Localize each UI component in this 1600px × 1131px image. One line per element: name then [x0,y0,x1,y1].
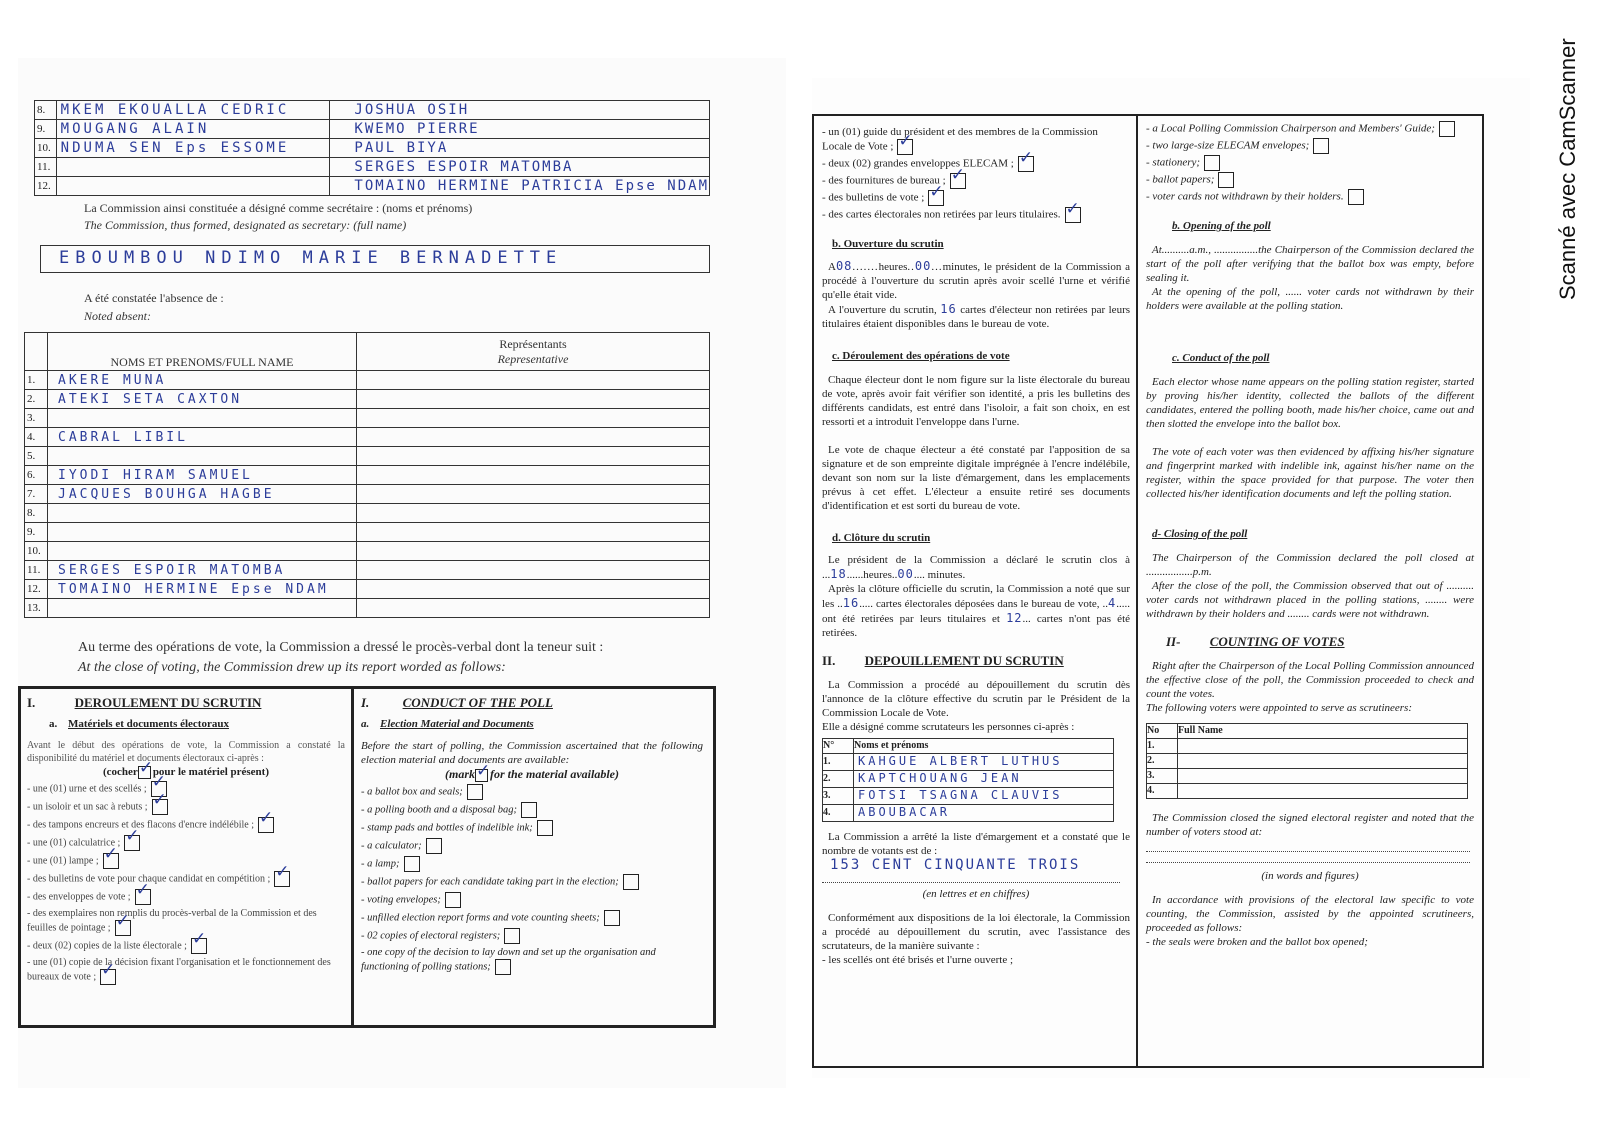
conduct-p2-fr: Le vote de chaque électeur a été constaté par l'apposition de sa signature et de son empreinte digitale imprégnée à l'encre indélébile, devant son nom sur la liste d'émargement, dans les emplacements prévus à cet effet. L'électeur a ensuite retiré ses documents d'identification et est sorti du bureau de vote. [822,444,1130,512]
scrutineers-table-en [1146,723,1468,799]
absent-name: IYODI HIRAM SAMUEL [58,468,253,483]
opening-title-en: b. Opening of the poll [1172,220,1271,232]
checklist-item [27,889,345,905]
member-representative: KWEMO PIERRE [354,121,480,137]
counting-p4-en: In accordance with provisions of the electoral law specific to vote counting, the Commission, assisted by the appointed scrutineers, proceeded as follows: [1146,894,1474,934]
row-number: 6. [27,469,36,481]
table-row [35,101,710,120]
absent-label-fr: A été constatée l'absence de : [84,291,224,305]
closing-cards-total: 16 [842,596,860,610]
scrutineer-name-cell [1178,739,1468,754]
checklist-item [361,838,703,854]
checklist-item-label: - un isoloir et un sac à rebuts ; [27,801,148,813]
checklist-item [361,784,703,800]
table-row [25,485,710,504]
closing-statement-fr: Au terme des opérations de vote, la Commission a dressé le procès-verbal dont la teneur suit : [78,640,604,655]
row-number: 1. [1147,740,1155,751]
opening-cards-en: At the opening of the poll, ...... voter cards not withdrawn by their holders were available at the polling station. [1146,286,1474,312]
absent-name: AKERE MUNA [58,373,167,388]
absent-name [48,601,58,616]
checkbox-icon[interactable] [467,784,483,800]
checklist-item [822,207,1130,223]
member-representative: PAUL BIYA [354,140,449,156]
secretary-name: EBOUMBOU NDIMO MARIE BERNADETTE [59,248,563,268]
closing-title-fr: d. Clôture du scrutin [832,532,931,544]
sample-checkbox-icon [138,766,151,779]
absent-name: TOMAINO HERMINE Epse NDAM [58,582,329,597]
checklist-item [361,856,703,872]
section-1-box [18,686,716,1028]
checklist-item [361,874,703,890]
checklist-item [1146,138,1474,154]
checklist-item [822,190,1130,206]
absent-representative-cell [357,409,710,428]
checklist-item-label: - a lamp; [361,858,400,870]
scrutineer-name: KAHGUE ALBERT LUTHUS [858,754,1063,768]
checklist-item [361,946,703,975]
row-number: 4. [1147,785,1155,796]
opening-cards-count: 16 [940,302,957,316]
absent-representative-cell [357,523,710,542]
absent-representative-cell [357,504,710,523]
left-page [18,58,786,1088]
scrutineer-name: ABOUBACAR [858,805,951,819]
checkbox-icon[interactable] [191,938,207,954]
table-row [1147,754,1468,769]
row-number: 8. [27,507,36,519]
camscanner-watermark: Scanné avec CamScanner [1555,38,1580,300]
closing-hour: 18 [830,567,847,581]
checkbox-icon[interactable] [504,928,520,944]
checklist-item-label: - une (01) lampe ; [27,855,99,867]
checkbox-icon[interactable] [1348,189,1364,205]
conduct-title-en: c. Conduct of the poll [1172,352,1270,364]
counting-p4-fr: Conformément aux dispositions de la loi électorale, la Commission a procédé au dépouillement du scrutin, avec l'assistance des scrutateurs, de la manière suivante : [822,912,1130,952]
closing-time-fr: Le président de la Commission a déclaré le scrutin clos à ...18......heures..00.... minutes. [822,554,1130,581]
words-figures-en: (in words and figures) [1261,870,1359,882]
row-number: 13. [27,602,41,614]
absent-representative-cell [357,371,710,390]
checklist-item-label: - des enveloppes de vote ; [27,891,131,903]
member-name [57,178,61,194]
tick-instruction-fr-pre: (cocher [103,766,138,778]
row-number: 10. [37,142,51,154]
absent-representative-cell [357,466,710,485]
row-number: 2. [27,393,36,405]
member-name: MOUGANG ALAIN [60,121,210,137]
member-representative: SERGES ESPOIR MATOMBA [354,159,574,175]
checklist-item-label: - voter cards not withdrawn by their holders. [1146,190,1344,203]
checkbox-icon[interactable] [521,802,537,818]
table-row [1147,784,1468,799]
row-number: 3. [27,412,36,424]
member-representative: JOSHUA OSIH [354,102,470,118]
checkbox-icon[interactable] [135,889,151,905]
row-number: 11. [27,564,41,576]
scrutineers-table-fr [822,738,1114,822]
checkbox-icon[interactable] [897,139,913,155]
table-row [25,580,710,599]
checkbox-icon[interactable] [623,874,639,890]
checkbox-icon[interactable] [928,190,944,206]
checklist-item-label: - une (01) copie de la décision fixant l'organisation et le fonctionnement des bureaux de vote ; [27,957,331,983]
table-row [823,805,1114,822]
checklist-item [1146,155,1474,171]
conduct-p2-en: The vote of each voter was then evidenced by affixing his/her signature and fingerprint marked with indelible ink, against his/her name on the register, within the space provided for that purpose. The voter then collected his/her identification documents and left the polling station. [1146,446,1474,500]
checklist-item [822,125,1130,155]
absent-representative-cell [357,485,710,504]
checklist-item-label: - one copy of the decision to lay down and set up the organisation and functioning of polling stations; [361,946,656,973]
closing-text-en: The Chairperson of the Commission declared the poll closed at .................p.m. [1146,552,1474,578]
checklist-item [361,802,703,818]
checklist-item [361,892,703,908]
absent-label-en: Noted absent: [84,309,151,323]
absent-representative-cell [357,561,710,580]
table-row [35,120,710,139]
words-figures-fr: (en lettres et en chiffres) [922,888,1030,900]
counting-num-en: II- [1166,634,1181,649]
absent-representative-cell [357,390,710,409]
scr-col-name-en: Full Name [1178,724,1468,739]
section-1-fr-num: I. [27,695,36,710]
conduct-title-fr: c. Déroulement des opérations de vote [832,350,1010,362]
checklist-item-label: - a polling booth and a disposal bag; [361,804,518,816]
checklist-item [1146,121,1474,137]
checkbox-icon[interactable] [100,969,116,985]
scrutineer-name: KAPTCHOUANG JEAN [858,771,1022,785]
checklist-item-label: - ballot papers for each candidate taking part in the election; [361,876,619,888]
closing-cards-en: After the close of the poll, the Commission observed that out of .......... voter cards not withdrawn placed in the polling stations, ........ were withdrawn by their holders and ........ cards were not withdrawn. [1146,580,1474,620]
checkbox-icon[interactable] [1218,172,1234,188]
checklist-item [361,928,703,944]
secretary-box [40,245,710,273]
checklist-item-label: - des bulletins de vote pour chaque candidat en compétition ; [27,873,271,885]
checkbox-icon[interactable] [404,856,420,872]
table-row [25,466,710,485]
absent-name [48,506,58,521]
tick-instruction-fr-post: pour le matériel présent) [152,766,269,778]
row-number: 4. [27,431,36,443]
row-number: 3. [1147,770,1155,781]
counting-p3-en: The Commission closed the signed electoral register and noted that the number of voters stood at: [1146,812,1474,838]
checkbox-icon[interactable] [103,853,119,869]
checklist-item [27,871,345,887]
checklist-item [822,173,1130,189]
table-row [25,371,710,390]
table-row [25,504,710,523]
checklist-item [27,817,345,833]
checklist-item [27,907,345,936]
checklist-item-label: - a calculator; [361,840,422,852]
checklist-item [1146,172,1474,188]
row-number: 8. [37,104,46,116]
scr-col-name-fr: Noms et prénoms [854,739,1114,754]
right-outer-box [812,114,1484,1068]
row-number: 9. [37,123,46,135]
absent-representative-cell [357,599,710,618]
closing-cards-withdrawn: 4 [1108,596,1117,610]
table-row [35,158,710,177]
checklist-item-label: - des fournitures de bureau ; [822,174,946,187]
scrutineer-name-cell [1178,754,1468,769]
conduct-p1-fr: Chaque électeur dont le nom figure sur la liste électorale du bureau de vote, après avoir fait vérifier son identité, a pris les bulletins des différents candidats, est entré dans l'isoloir, a fait son choix, en est ressorti et a introduit l'enveloppe dans l'urne. [822,374,1130,428]
member-name: NDUMA SEN Eps ESSOME [60,140,290,156]
section-1-fr [27,695,345,985]
counting-p2-en: The following voters were appointed to serve as scrutineers: [1146,702,1413,714]
checklist-item [27,938,345,954]
absent-name: JACQUES BOUHGA HAGBE [58,487,275,502]
checklist-item-label: - des exemplaires non remplis du procès-verbal de la Commission et des feuilles de pointage ; [27,908,317,934]
tick-instruction-en-post: for the material available) [490,767,619,781]
section-1-en [361,695,703,975]
checklist-item [361,910,703,926]
opening-title-fr: b. Ouverture du scrutin [832,238,944,250]
secretary-label-fr: La Commission ainsi constituée a désigné comme secrétaire : (noms et prénoms) [84,201,473,215]
closing-cards-not-withdrawn: 12 [1006,611,1023,625]
absent-representative-cell [357,428,710,447]
counting-title-en: COUNTING OF VOTES [1209,634,1345,649]
checklist-item-label: - voting envelopes; [361,894,441,906]
secretary-label-en: The Commission, thus formed, designated as secretary: (full name) [84,218,407,232]
checkbox-icon[interactable] [1204,155,1220,171]
closing-minutes: 00 [897,567,914,581]
table-row [823,754,1114,771]
voters-count-handwritten: 153 CENT CINQUANTE TROIS [830,857,1081,873]
checkbox-icon[interactable] [152,799,168,815]
checklist-item-label: - 02 copies of electoral registers; [361,930,501,942]
checklist-item [27,799,345,815]
section-1-fr-intro: Avant le début des opérations de vote, la Commission a constaté la disponibilité du matériel et documents électoraux ci-après : [27,740,345,764]
row-number: 1. [823,756,831,767]
table-row [25,561,710,580]
counting-title-fr: DEPOUILLEMENT DU SCRUTIN [864,653,1064,668]
scr-col-n-fr: N° [823,739,854,754]
col-representative-en: Representative [497,351,569,366]
counting-p5-en: - the seals were broken and the ballot box opened; [1146,936,1368,948]
table-row [25,409,710,428]
checklist-item [27,853,345,869]
row-number: 1. [27,374,36,386]
member-name [57,159,61,175]
row-number: 4. [823,807,831,818]
checkbox-icon[interactable] [115,920,131,936]
right-fr-column [822,124,1130,967]
row-number: 7. [27,488,36,500]
col-full-name: NOMS ET PRENOMS/FULL NAME [48,333,357,371]
scr-col-n-en: No [1147,724,1178,739]
section-1-en-intro: Before the start of polling, the Commission ascertained that the following election material and documents are available: [361,740,703,766]
checkbox-icon[interactable] [537,820,553,836]
checklist-item [361,820,703,836]
checklist-item-label: - des bulletins de vote ; [822,191,925,204]
checklist-item-label: - une (01) urne et des scellés ; [27,783,147,795]
table-row [25,523,710,542]
closing-cards-fr: Après la clôture officielle du scrutin, la Commission a noté que sur les ..16..... cartes électorales déposées dans le bureau de vote, ..4..... ont été retirées par leurs titulaires et 12... cartes n'ont pas été retirées. [822,583,1131,639]
table-row [25,428,710,447]
sample-checkbox-icon [475,769,488,782]
checkbox-icon[interactable] [274,871,290,887]
row-number: 10. [27,545,41,557]
table-row [823,788,1114,805]
closing-statement-en: At the close of voting, the Commission drew up its report worded as follows: [78,660,506,675]
counting-num-fr: II. [822,653,836,668]
checklist-item-label: - a ballot box and seals; [361,786,463,798]
section-1-fr-title: DEROULEMENT DU SCRUTIN [74,695,262,710]
section-1-en-sub-a-title: Election Material and Documents [380,718,534,730]
checkbox-icon[interactable] [426,838,442,854]
table-row [25,447,710,466]
opening-hour: 08 [835,259,853,273]
opening-text-fr: A08.......heures..00...minutes, le président de la Commission a procédé à l'ouverture du scrutin après avoir scellé l'urne et vérifié qu'elle était vide. [822,259,1130,301]
absent-name [48,449,58,464]
row-number: 12. [37,180,51,192]
table-row [823,771,1114,788]
section-1-en-title: CONDUCT OF THE POLL [402,695,553,710]
absent-name: ATEKI SETA CAXTON [58,392,243,407]
section-1-en-num: I. [361,695,370,710]
row-number: 3. [823,790,831,801]
absent-name [48,411,58,426]
table-row [35,177,710,196]
counting-p2-fr: Elle a désigné comme scrutateurs les personnes ci-après : [822,721,1075,733]
table-row [25,390,710,409]
member-name: MKEM EKOUALLA CEDRIC [60,102,290,118]
checklist-item [27,835,345,851]
table-row [1147,739,1468,754]
checklist-item-label: - deux (02) copies de la liste électorale ; [27,940,187,952]
absent-name [48,544,58,559]
absent-representative-cell [357,447,710,466]
section-1-fr-sub-a-title: Matériels et documents électoraux [68,718,229,730]
checklist-item-label: - unfilled election report forms and vote counting sheets; [361,912,600,924]
col-representative-fr: Représentants [499,336,567,351]
counting-p1-fr: La Commission a procédé au dépouillement du scrutin dès l'annonce de la clôture effective du scrutin par le Président de la Commission Locale de Vote. [822,679,1130,719]
checklist-item-label: - stationery; [1146,156,1201,169]
checklist-item [27,956,345,985]
absent-table [24,332,710,618]
row-number: 2. [823,773,831,784]
checklist-item-label: - des tampons encreurs et des flacons d'encre indélébile ; [27,819,254,831]
member-representative: TOMAINO HERMINE PATRICIA Epse NDAM [354,178,709,194]
section-1-fr-sub-a: a. [49,718,58,730]
checkbox-icon[interactable] [1439,121,1455,137]
table-row [1147,769,1468,784]
row-number: 11. [37,161,51,173]
absent-name [48,525,58,540]
counting-p5-fr: - les scellés ont été brisés et l'urne ouverte ; [822,954,1014,966]
opening-text-en: At..........a.m., ................the Chairperson of the Commission declared the start of the poll after verifying that the ballot box was empty, before sealing it. [1146,244,1474,284]
right-page [812,78,1530,1078]
closing-title-en: d- Closing of the poll [1152,528,1248,540]
checkbox-icon[interactable] [604,910,620,926]
right-en-column [1146,120,1474,949]
checklist-item-label: - a Local Polling Commission Chairperson and Members' Guide; [1146,122,1435,135]
members-table [34,100,710,196]
absent-name: SERGES ESPOIR MATOMBA [58,563,286,578]
section-1-en-sub-a: a. [361,718,370,730]
checkbox-icon[interactable] [124,835,140,851]
checkbox-icon[interactable] [1018,156,1034,172]
checkbox-icon[interactable] [258,817,274,833]
absent-name: CABRAL LIBIL [58,430,188,445]
scrutineer-name: FOTSI TSAGNA CLAUVIS [858,788,1063,802]
row-number: 2. [1147,755,1155,766]
table-row [35,139,710,158]
row-number: 9. [27,526,36,538]
checkbox-icon[interactable] [495,959,511,975]
row-number: 5. [27,450,36,462]
checklist-item-label: - un (01) guide du président et des membres de la Commission Locale de Vote ; [822,126,1098,153]
checklist-item-label: - des cartes électorales non retirées par leurs titulaires. [822,208,1061,221]
checklist-item-label: - deux (02) grandes enveloppes ELECAM ; [822,157,1014,170]
counting-p1-en: Right after the Chairperson of the Local Polling Commission announced the effective close of the poll, the Commission proceeded to check and count the votes. [1146,660,1474,700]
opening-cards-fr: A l'ouverture du scrutin, 16 cartes d'électeur non retirées par leurs titulaires étaient disponibles dans le bureau de vote. [822,302,1131,330]
table-row [25,542,710,561]
row-number: 12. [27,583,41,595]
scrutineer-name-cell [1178,784,1468,799]
opening-minutes: 00 [914,259,932,273]
absent-representative-cell [357,542,710,561]
checkbox-icon[interactable] [950,173,966,189]
checklist-item-label: - une (01) calculatrice ; [27,837,121,849]
checkbox-icon[interactable] [1313,138,1329,154]
table-row [25,599,710,618]
absent-representative-cell [357,580,710,599]
checklist-item-label: - ballot papers; [1146,173,1215,186]
checklist-item-label: - two large-size ELECAM envelopes; [1146,139,1310,152]
checkbox-icon[interactable] [1065,207,1081,223]
checklist-item [1146,189,1474,205]
checkbox-icon[interactable] [445,892,461,908]
scrutineer-name-cell [1178,769,1468,784]
tick-instruction-en-pre: (mark [445,767,475,781]
conduct-p1-en: Each elector whose name appears on the polling station register, started by proving his/her identity, collected the ballots of the different candidates, entered the polling booth, made his/her choice, came out and then slotted the envelope into the ballot box. [1146,376,1474,430]
checklist-item-label: - stamp pads and bottles of indelible ink; [361,822,533,834]
counting-p3-fr: La Commission a arrêté la liste d'émargement et a constaté que le nombre de votants est de : [822,831,1130,857]
checklist-item [27,781,345,797]
checklist-item [822,156,1130,172]
